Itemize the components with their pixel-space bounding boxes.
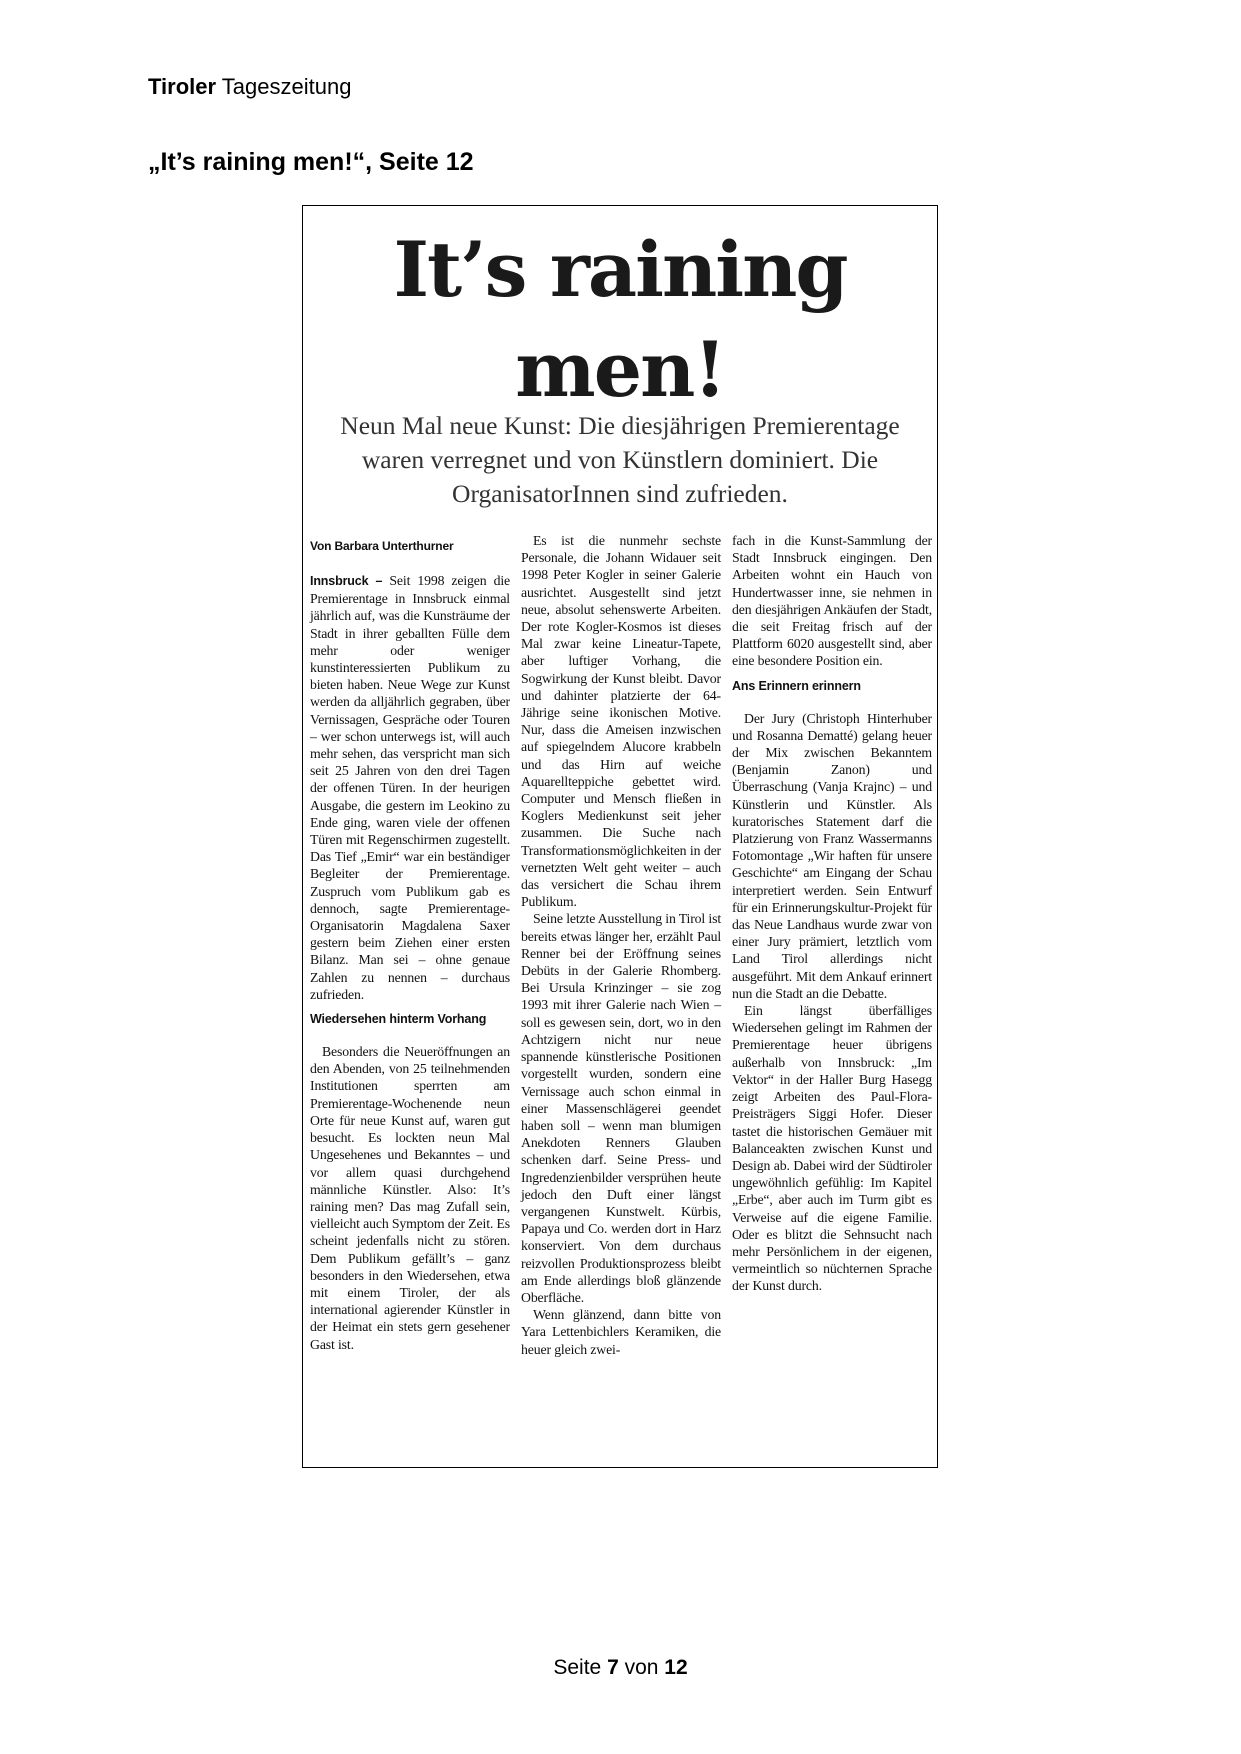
paragraph: Wenn glänzend, dann bitte von Yara Lettenbichlers Keramiken, die heuer gleich zwei-: [521, 1307, 721, 1357]
article-columns: [310, 532, 932, 1457]
page-number: [0, 1656, 1241, 1680]
headline-line-1: It’s raining: [393, 225, 847, 314]
paragraph: Seine letzte Ausstellung in Tirol ist bereits etwas länger her, erzählt Paul Renner bei der Eröffnung seines Debüts in der Galerie Rhomberg. Bei Ursula Krinzinger – sie zog 1993 mit ihrer Galerie nach Wien – soll es gewesen sein, dort, wo in den Achtzigern nicht nur neue spannende künstlerische Positionen vorgestellt wurden, sondern eine Vernissage auch schon einmal in einer Massenschlägerei geendet haben soll – wenn man blumigen Anekdoten Renners Glauben schenken darf. Seine Press- und Ingredenzienbilder versprühen heute jedoch den Duft einer längst vergangenen Kunstwelt. Kürbis, Papaya und Co. werden dort in Harz konserviert. Von dem durchaus reizvollen Produktionsprozess bleibt am Ende allerdings bloß glänzende Oberfläche.: [521, 911, 721, 1305]
page-total: 12: [664, 1656, 688, 1679]
paragraph: [310, 572, 510, 1003]
paragraph-text: Seit 1998 zeigen die Premierentage in Innsbruck einmal jährlich auf, was die Kunsträume der Stadt in ihrer geballten Fülle dem mehr oder weniger kunstinteressierten Publikum zu bieten haben. Neue Wege zur Kunst werden da alljährlich gegraben, über Vernissagen, Gespräche oder Touren – wer schon unterwegs ist, will auch mehr sehen, das verspricht man sich seit 25 Jahren von den drei Tagen der offenen Türen. In der heurigen Ausgabe, die gestern im Leokino zu Ende ging, waren viele der offenen Türen mit Regenschirmen zugestellt. Das Tief „Emir“ war ein beständiger Begleiter der Premierentage. Zuspruch vom Publikum gab es dennoch, sagte Premierentage-Organisatorin Magdalena Saxer gestern beim Ziehen einer ersten Bilanz. Man sei – ohne genaue Zahlen zu nennen – durchaus zufrieden.: [310, 573, 510, 1002]
column-2: [521, 532, 721, 1457]
page-current: 7: [607, 1656, 619, 1679]
paragraph: Besonders die Neueröffnungen an den Abenden, von 25 teilnehmenden Institutionen sperrten am Premierentage-Wochenende neun Orte für neue Kunst auf, waren gut besucht. Es lockten neun Mal Ungesehenes und Bekanntes – und vor allem quasi durchgehend männliche Künstler. Also: It’s raining men? Das mag Zufall sein, vielleicht auch Symptom der Zeit. Es scheint jedenfalls nicht zu stören. Dem Publikum gefällt’s – ganz besonders in den Wiedersehen, etwa mit einem Tiroler, der als international agierender Künstler in der Heimat ein stets gern gesehener Gast ist.: [310, 1044, 510, 1352]
publication-name-rest: Tageszeitung: [216, 74, 352, 99]
publication-name: [148, 74, 351, 100]
publication-name-bold: Tiroler: [148, 74, 217, 99]
paragraph: fach in die Kunst-Sammlung der Stadt Innsbruck eingingen. Den Arbeiten wohnt ein Hauch von Hundertwasser inne, sie nehmen in den diesjährigen Ankäufen der Stadt, die seit Freitag frisch auf der Plattform 6020 ausgestellt sind, aber eine besondere Position ein.: [732, 533, 932, 669]
paragraph: Der Jury (Christoph Hinterhuber und Rosanna Dematté) gelang heuer der Mix zwischen Bekanntem (Benjamin Zanon) und Überraschung (Vanja Krajnc) – und Künstlerin und Künstler. Als kuratorisches Statement darf die Platzierung von Franz Wassermanns Fotomontage „Wir haften für unsere Geschichte“ am Eingang der Schau interpretiert werden. Sein Entwurf für ein Erinnerungskultur-Projekt für das Neue Landhaus wurde zwar von einer Jury prämiert, letztlich vom Land Tirol allerdings nicht ausgeführt. Mit dem Ankauf erinnert nun die Stadt an die Debatte.: [732, 710, 932, 1001]
dateline: Innsbruck –: [310, 574, 383, 588]
column-3: [732, 532, 932, 1457]
article-clipping: [302, 205, 938, 1468]
headline-line-2: men!: [515, 325, 725, 414]
article-subhead: Neun Mal neue Kunst: Die diesjährigen Premierentage waren verregnet und von Künstlern dominiert. Die OrganisatorInnen sind zufrieden.: [340, 411, 900, 508]
paragraph: Ein längst überfälliges Wiedersehen gelingt im Rahmen der Premierentage heuer übrigens außerhalb von Innsbruck: „Im Vektor“ in der Haller Burg Hasegg zeigt Arbeiten des Paul-Flora-Preisträgers Siggi Hofer. Dieser tastet die historischen Gemäuer mit Balanceakten zwischen Kunst und Design ab. Dabei wird der Südtiroler ungewöhnlich gefühlig: Im Kapitel „Erbe“, aber auch im Turm gibt es Verweise auf die eigene Familie. Oder es blitzt die Sehnsucht nach mehr Persönlichem in der eigenen, vermeintlich so nüchternen Sprache der Kunst durch.: [732, 1003, 932, 1294]
page-middle: von: [618, 1656, 665, 1679]
byline: Von Barbara Unterthurner: [310, 539, 454, 553]
crosshead: Ans Erinnern erinnern: [732, 678, 861, 693]
crosshead: Wiedersehen hinterm Vorhang: [310, 1012, 487, 1027]
article-headline: [303, 220, 937, 420]
column-1: [310, 532, 510, 1457]
page-prefix: Seite: [553, 1656, 608, 1679]
paragraph: Es ist die nunmehr sechste Personale, die Johann Widauer seit 1998 Peter Kogler in seiner Galerie ausrichtet. Ausgestellt sind jetzt neue, absolut sehenswerte Arbeiten. Der rote Kogler-Kosmos ist dieses Mal zwar keine Lineatur-Tapete, aber luftiger Vorhang, die Sogwirkung der Kunst bleibt. Davor und dahinter platzierte der 64-Jährige seine ikonischen Motive. Nur, dass die Ameisen inzwischen auf spiegelndem Alucore krabbeln und das Hirn auf weiche Aquarellteppiche gebettet wird. Computer und Mensch fließen in Koglers Medienkunst seit jeher zusammen. Die Suche nach Transformationsmöglichkeiten in der vernetzten Welt geht weiter – auch das versichert die Schau ihrem Publikum.: [521, 533, 721, 910]
section-title: „It’s raining men!“, Seite 12: [148, 148, 474, 176]
